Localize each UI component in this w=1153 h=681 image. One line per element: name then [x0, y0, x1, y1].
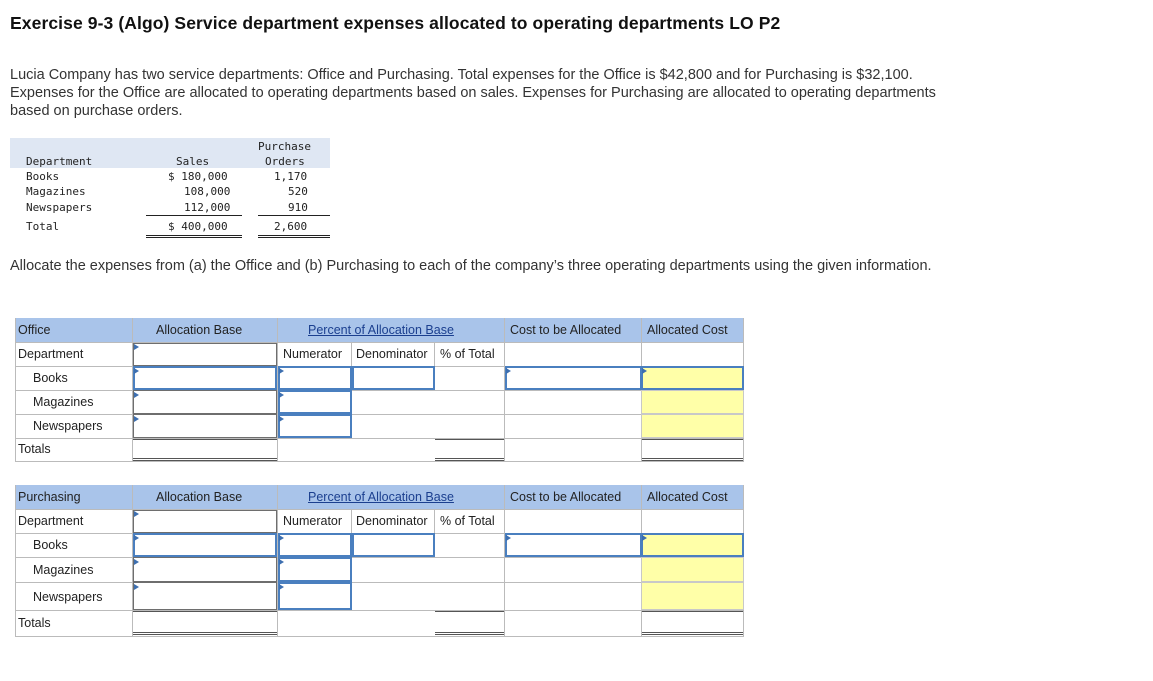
- office-hline-1: [15, 342, 744, 343]
- office-department-label: Department: [18, 347, 84, 361]
- info-row-magazines-sales: 108,000: [184, 185, 231, 198]
- purchasing-hline-1: [15, 509, 744, 510]
- purchasing-newspapers-base-icon: [134, 584, 139, 590]
- office-hline-6: [15, 461, 744, 462]
- purchasing-heading: Purchasing: [18, 490, 81, 504]
- office-percent-header: Percent of Allocation Base: [308, 323, 454, 337]
- instructions-text: Allocate the expenses from (a) the Office and (b) Purchasing to each of the company’s three operating departments using the given information.: [10, 258, 932, 274]
- office-vline-sub1: [351, 342, 352, 366]
- purchasing-row-books-label: Books: [33, 538, 68, 552]
- info-row-newspapers-dept: Newspapers: [26, 201, 93, 214]
- info-row-books-dept: Books: [26, 170, 60, 183]
- purchasing-books-cost-input[interactable]: [505, 533, 642, 557]
- office-newspapers-base-icon: [134, 416, 139, 422]
- office-books-allocated-cell[interactable]: [641, 366, 744, 390]
- purchasing-magazines-base-input[interactable]: [133, 557, 277, 582]
- purchasing-vline-sub2: [434, 509, 435, 533]
- purchasing-allocation-base-input[interactable]: [133, 510, 277, 533]
- info-total-dept: Total: [26, 220, 60, 233]
- purchasing-books-numerator-icon: [279, 535, 284, 541]
- office-vline-sub2: [434, 342, 435, 366]
- office-totals-pct[interactable]: [435, 439, 504, 461]
- info-row-newspapers-sales: 112,000: [184, 201, 231, 214]
- purchasing-vline-3: [504, 485, 505, 637]
- office-allocation-base-input[interactable]: [133, 343, 277, 366]
- office-newspapers-base-input[interactable]: [133, 414, 277, 438]
- purchasing-row-magazines-label: Magazines: [33, 563, 94, 577]
- info-sales-total-line1: [146, 235, 242, 236]
- purchasing-totals-pct[interactable]: [435, 611, 504, 635]
- purchasing-books-allocated-cell[interactable]: [641, 533, 744, 557]
- purchasing-books-allocated-icon: [642, 535, 647, 541]
- info-row-books-orders: 1,170: [274, 170, 308, 183]
- purchasing-newspapers-numerator-input[interactable]: [278, 582, 352, 610]
- purchasing-totals-label: Totals: [18, 616, 51, 630]
- office-pct-total-label: % of Total: [440, 347, 495, 361]
- purchasing-percent-header: Percent of Allocation Base: [308, 490, 454, 504]
- purchasing-hline-6: [15, 636, 744, 637]
- office-books-allocated-icon: [642, 368, 647, 374]
- purchasing-allocation-base-dropdown-icon[interactable]: [134, 511, 139, 517]
- office-heading: Office: [18, 323, 51, 337]
- info-sales-subtotal-line: [146, 215, 242, 216]
- office-newspapers-numerator-input[interactable]: [278, 414, 352, 438]
- purchasing-denominator-label: Denominator: [356, 514, 428, 528]
- office-cost-header: Cost to be Allocated: [510, 323, 622, 337]
- purchasing-vline-left: [15, 485, 16, 637]
- office-books-base-input[interactable]: [133, 366, 277, 390]
- office-row-magazines-label: Magazines: [33, 395, 94, 409]
- info-orders-subtotal-line: [258, 215, 330, 216]
- office-books-cost-icon: [506, 368, 511, 374]
- office-books-denominator-input[interactable]: [352, 366, 435, 390]
- info-row-books-sales: $ 180,000: [168, 170, 228, 183]
- info-row-newspapers-orders: 910: [288, 201, 308, 214]
- purchasing-numerator-label: Numerator: [283, 514, 343, 528]
- purchasing-magazines-numerator-input[interactable]: [278, 557, 352, 582]
- purchasing-books-cost-icon: [506, 535, 511, 541]
- office-row-books-label: Books: [33, 371, 68, 385]
- purchasing-magazines-numerator-icon: [279, 559, 284, 565]
- info-row-magazines-orders: 520: [288, 185, 308, 198]
- purchasing-cost-header: Cost to be Allocated: [510, 490, 622, 504]
- office-books-base-icon: [134, 368, 139, 374]
- info-sales-total-line2: [146, 237, 242, 238]
- office-newspapers-allocated-cell[interactable]: [641, 414, 744, 438]
- purchasing-books-denominator-input[interactable]: [352, 533, 435, 557]
- office-books-numerator-input[interactable]: [278, 366, 352, 390]
- purchasing-hline-3: [15, 557, 744, 558]
- office-newspapers-numerator-icon: [279, 416, 284, 422]
- office-books-numerator-icon: [279, 368, 284, 374]
- purchasing-pct-total-label: % of Total: [440, 514, 495, 528]
- office-denominator-label: Denominator: [356, 347, 428, 361]
- office-hline-3: [15, 390, 744, 391]
- office-allocation-grid: [15, 318, 744, 462]
- office-hline-5: [15, 438, 744, 439]
- office-row-newspapers-label: Newspapers: [33, 419, 103, 433]
- info-total-orders: 2,600: [274, 220, 308, 233]
- purchasing-row-newspapers-label: Newspapers: [33, 590, 103, 604]
- intro-text: Lucia Company has two service departments: Office and Purchasing. Total expenses for the Office is $42,800 and for Purchasing is $32,100. Expenses for the Office are allocated to operating departments based on sales. Expenses for Purchasing are allocated to operating departments based on purchase orders.: [10, 67, 936, 119]
- purchasing-books-base-input[interactable]: [133, 533, 277, 557]
- info-header-po1: Purchase: [258, 140, 311, 153]
- purchasing-books-numerator-input[interactable]: [278, 533, 352, 557]
- office-allocation-base-dropdown-icon[interactable]: [134, 344, 139, 350]
- office-magazines-base-input[interactable]: [133, 390, 277, 414]
- info-row-magazines-dept: Magazines: [26, 185, 86, 198]
- purchasing-hline-4: [15, 582, 744, 583]
- info-orders-total-line1: [258, 235, 330, 236]
- office-totals-base[interactable]: [133, 439, 277, 461]
- info-header-department: Department: [26, 155, 93, 168]
- purchasing-magazines-base-icon: [134, 559, 139, 565]
- purchasing-vline-sub1: [351, 509, 352, 533]
- office-books-cost-input[interactable]: [505, 366, 642, 390]
- office-magazines-numerator-icon: [279, 392, 284, 398]
- office-hline-4: [15, 414, 744, 415]
- office-numerator-label: Numerator: [283, 347, 343, 361]
- purchasing-newspapers-base-input[interactable]: [133, 582, 277, 610]
- office-allocated-header: Allocated Cost: [647, 323, 728, 337]
- purchasing-newspapers-allocated-cell[interactable]: [641, 582, 744, 610]
- exercise-title: Exercise 9-3 (Algo) Service department expenses allocated to operating departments LO P2: [10, 13, 781, 33]
- office-magazines-base-icon: [134, 392, 139, 398]
- office-totals-label: Totals: [18, 442, 51, 456]
- info-header-sales: Sales: [176, 155, 210, 168]
- purchasing-totals-allocated[interactable]: [642, 611, 743, 635]
- info-total-sales: $ 400,000: [168, 220, 228, 233]
- purchasing-totals-base[interactable]: [133, 611, 277, 635]
- office-totals-allocated[interactable]: [642, 439, 743, 461]
- purchasing-allocation-base-header: Allocation Base: [156, 490, 243, 504]
- info-header-po2: Orders: [265, 155, 305, 168]
- purchasing-allocation-grid: [15, 485, 744, 637]
- office-magazines-allocated-cell[interactable]: [641, 390, 744, 414]
- purchasing-magazines-allocated-cell[interactable]: [641, 557, 744, 582]
- purchasing-books-base-icon: [134, 535, 139, 541]
- info-orders-total-line2: [258, 237, 330, 238]
- purchasing-allocated-header: Allocated Cost: [647, 490, 728, 504]
- purchasing-newspapers-numerator-icon: [279, 584, 284, 590]
- office-allocation-base-header: Allocation Base: [156, 323, 243, 337]
- office-magazines-numerator-input[interactable]: [278, 390, 352, 414]
- purchasing-hline-5: [15, 610, 744, 611]
- purchasing-department-label: Department: [18, 514, 84, 528]
